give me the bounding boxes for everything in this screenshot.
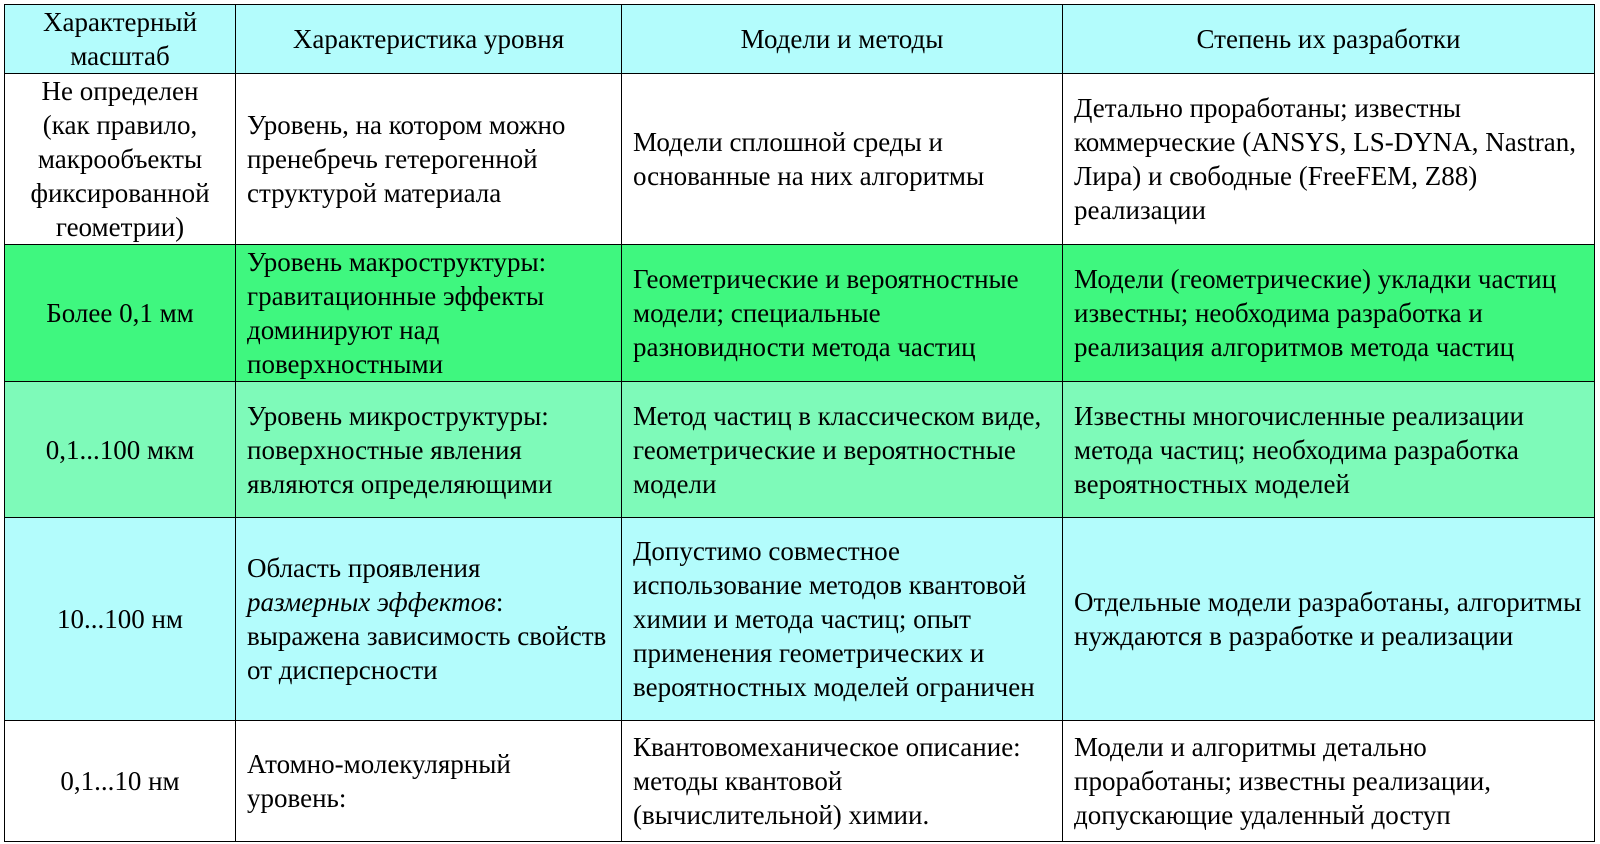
cell-degree: Модели (геометрические) укладки частиц известны; необходима разработка и реализация алгоритмов метода частиц [1063,245,1595,382]
table-row [5,74,1595,245]
cell-degree: Модели и алгоритмы детально проработаны; известны реализации, допускающие удаленный доступ [1063,721,1595,842]
cell-degree: Известны многочисленные реализации метода частиц; необходима разработка вероятностных моделей [1063,382,1595,518]
table-row [5,721,1595,842]
table-row [5,518,1595,721]
cell-degree: Отдельные модели разработаны, алгоритмы нуждаются в разработке и реализации [1063,518,1595,721]
cell-scale: 0,1...100 мкм [5,382,236,518]
header-scale: Характерный масштаб [5,5,236,74]
cell-level-suffix: : выражена зависимость свойств от дисперсности [247,587,607,685]
cell-scale: 10...100 нм [5,518,236,721]
cell-scale: 0,1...10 нм [5,721,236,842]
cell-level: Уровень, на котором можно пренебречь гетерогенной структурой материала [236,74,622,245]
cell-models: Геометрические и вероятностные модели; специальные разновидности метода частиц [622,245,1063,382]
cell-scale: Не определен (как правило, макрообъекты фиксированной геометрии) [5,74,236,245]
cell-models: Допустимо совместное использование методов квантовой химии и метода частиц; опыт применения геометрических и вероятностных моделей ограничен [622,518,1063,721]
header-degree: Степень их разработки [1063,5,1595,74]
table-row [5,382,1595,518]
table-header-row [5,5,1595,74]
cell-level [236,518,622,721]
scale-levels-table [4,4,1595,842]
table-row [5,245,1595,382]
cell-models: Метод частиц в классическом виде, геометрические и вероятностные модели [622,382,1063,518]
cell-level-emphasis: размерных эффектов [247,587,496,617]
cell-scale: Более 0,1 мм [5,245,236,382]
cell-level: Уровень микроструктуры: поверхностные явления являются определяющими [236,382,622,518]
cell-level: Атомно-молекулярный уровень: [236,721,622,842]
header-models: Модели и методы [622,5,1063,74]
cell-models: Модели сплошной среды и основанные на них алгоритмы [622,74,1063,245]
cell-level: Уровень макроструктуры: гравитационные эффекты доминируют над поверхностными [236,245,622,382]
cell-level-prefix: Область проявления [247,553,481,583]
cell-degree: Детально проработаны; известны коммерческие (ANSYS, LS-DYNA, Nastran, Лира) и свободные (FreeFEM, Z88) реализации [1063,74,1595,245]
cell-models: Квантовомеханическое описание: методы квантовой (вычислительной) химии. [622,721,1063,842]
header-level: Характеристика уровня [236,5,622,74]
